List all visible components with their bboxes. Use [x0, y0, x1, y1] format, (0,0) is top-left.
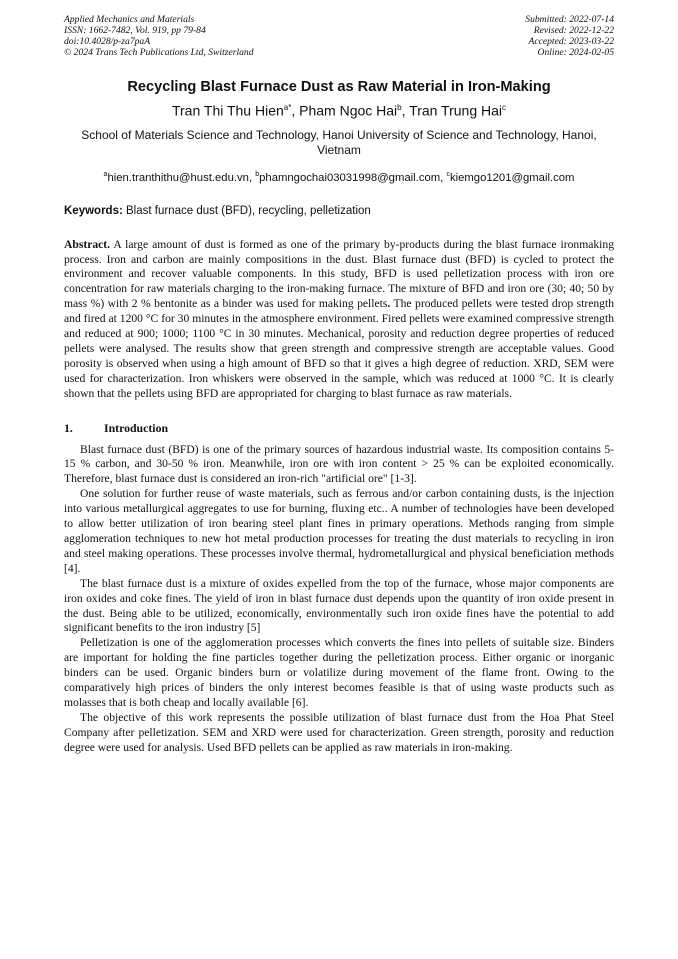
author-affil-mark: b: [397, 103, 402, 112]
publication-meta: [64, 14, 614, 58]
author-affil-mark: c: [502, 103, 507, 112]
revised-date: Revised: 2022-12-22: [533, 25, 614, 36]
email-list: $^a$hien.tranthithu@hust.edu.vn, $^b$phamngochai03031998@gmail.com, $^c$kiemgo1201@gmail.com: [103, 170, 575, 184]
issn: ISSN: 1662-7482, Vol. 919, pp 79-84: [64, 25, 206, 36]
journal-info: [64, 14, 254, 58]
email-mark: b: [255, 170, 260, 178]
dates-info: [525, 14, 614, 58]
keywords: [64, 204, 614, 218]
paragraph: The objective of this work represents the possible utilization of blast furnace dust from the Hoa Phat Steel Company after pelletization. SEM and XRD were used for characterization. Green strength, porosity and reduction degree were used for analysis. Used BFD pellets can be applied as raw materials in iron-making.: [64, 710, 614, 754]
journal-name: Applied Mechanics and Materials: [64, 14, 195, 25]
abstract-label: Abstract.: [64, 237, 111, 251]
email-link[interactable]: kiemgo1201@gmail.com: [449, 171, 575, 184]
paragraph: One solution for further reuse of waste materials, such as ferrous and/or carbon containing dusts, is the injection into various metallurgical aggregates to use for burning, fluxing etc.. A number of technologies have been developed to allow better utilization of iron bearing steel plant fines in primary operations. Methods ranging from simple agglomeration techniques to new hot metal production processes for treating the dust materials to recycling in iron and steel making operations. These processes involve thermal, hydrometallurgical and physical beneficiation methods [4].: [64, 487, 614, 575]
section-number: 1.: [64, 420, 73, 435]
author-name: Pham Ngoc Hai: [299, 102, 398, 119]
introduction-body: [64, 443, 614, 756]
affiliation: School of Materials Science and Technology, Hanoi University of Science and Technology, Hanoi, Vietnam: [81, 127, 597, 158]
section-heading-introduction: [64, 421, 614, 436]
author-name: Tran Trung Hai: [409, 102, 503, 119]
abstract-text: A large amount of dust is formed as one of the primary by-products during the blast furnace ironmaking process. Iron and carbon are mainly compositions in the dust. Blast furnace dust (BFD) is cycled to protect the environment and recover valuable components. In this study, BFD is used pelletization process with iron ore concentration for raw materials charging to the iron-making furnace. The mixture of BFD and iron ore (30; 40; 50 by mass %) with 2 % bentonite as a binder was used for making pellets: [64, 237, 614, 311]
online-date: Online: 2024-02-05: [537, 47, 614, 58]
keywords-text: Blast furnace dust (BFD), recycling, pelletization: [126, 204, 371, 217]
keywords-label: Keywords:: [64, 204, 123, 217]
abstract-text-rest: The produced pellets were tested drop strength and fired at 1200 °C for 30 minutes in the atmosphere environment. Fired pellets were examined compressive strength and reduced at 900; 1000; 1100 °C in 30 minutes. Mechanical, porosity and reduction degree properties of reduced pellets were analysed. The results show that green strength and compressive strength are acceptable values. Good porosity is observed when using a high amount of BFD so that it gives a high degree of reduction. XRD, SEM were used for characterization. Iron whiskers were observed in the sample, which was reduced at 1000 °C. It is clearly shown that the pellets using BFD are appropriated for charging to blast furnace as raw materials.: [64, 297, 614, 400]
paragraph: Blast furnace dust (BFD) is one of the primary sources of hazardous industrial waste. Its composition contains 5-15 % carbon, and 30-50 % iron. Meanwhile, iron ore with iron content > 25 % can be exploited economically. Therefore, blast furnace dust is considered an iron-rich "artificial ore" [1-3].: [64, 442, 614, 486]
abstract-period: .: [387, 297, 391, 311]
email-link[interactable]: phamngochai03031998@gmail.com: [259, 171, 441, 184]
author-affil-mark: a*: [283, 103, 292, 112]
doi-link[interactable]: doi:10.4028/p-za7paA: [64, 36, 151, 47]
accepted-date: Accepted: 2023-03-22: [528, 36, 614, 47]
submitted-date: Submitted: 2022-07-14: [525, 14, 614, 25]
copyright: © 2024 Trans Tech Publications Ltd, Switzerland: [64, 47, 254, 58]
paper-title: Recycling Blast Furnace Dust as Raw Material in Iron-Making: [127, 79, 551, 95]
abstract: [64, 238, 614, 402]
paragraph: Pelletization is one of the agglomeration processes which converts the fines into pellets of suitable size. Binders are important for holding the fine particles together during the pelletization process. Either organic or inorganic binders can be used. Organic binders burn or volatilize during movement of the flame front. Owing to the comparatively high prices of binders the only interest becomes feasible is that of using waste products such as molasses that is both cheap and locally available [6].: [64, 636, 614, 709]
email-mark: c: [446, 170, 450, 178]
section-title: Introduction: [104, 420, 169, 435]
email-mark: a: [103, 170, 108, 178]
author-name: Tran Thi Thu Hien: [171, 102, 284, 119]
email-link[interactable]: hien.tranthithu@hust.edu.vn: [107, 171, 249, 184]
paper-page: [64, 14, 614, 756]
author-list: Tran Thi Thu Hien$^{a*}$, Pham Ngoc Hai$^b$, Tran Trung Hai$^c$: [171, 102, 507, 119]
paragraph: The blast furnace dust is a mixture of oxides expelled from the top of the furnace, whose major components are iron oxides and coke fines. The yield of iron in blast furnace dust depends upon the quantity of iron oxide present in the dust. Being able to be utilized, economically, environmentally such iron oxide fines have the potential to add significant benefits to the iron industry [5]: [64, 576, 614, 635]
